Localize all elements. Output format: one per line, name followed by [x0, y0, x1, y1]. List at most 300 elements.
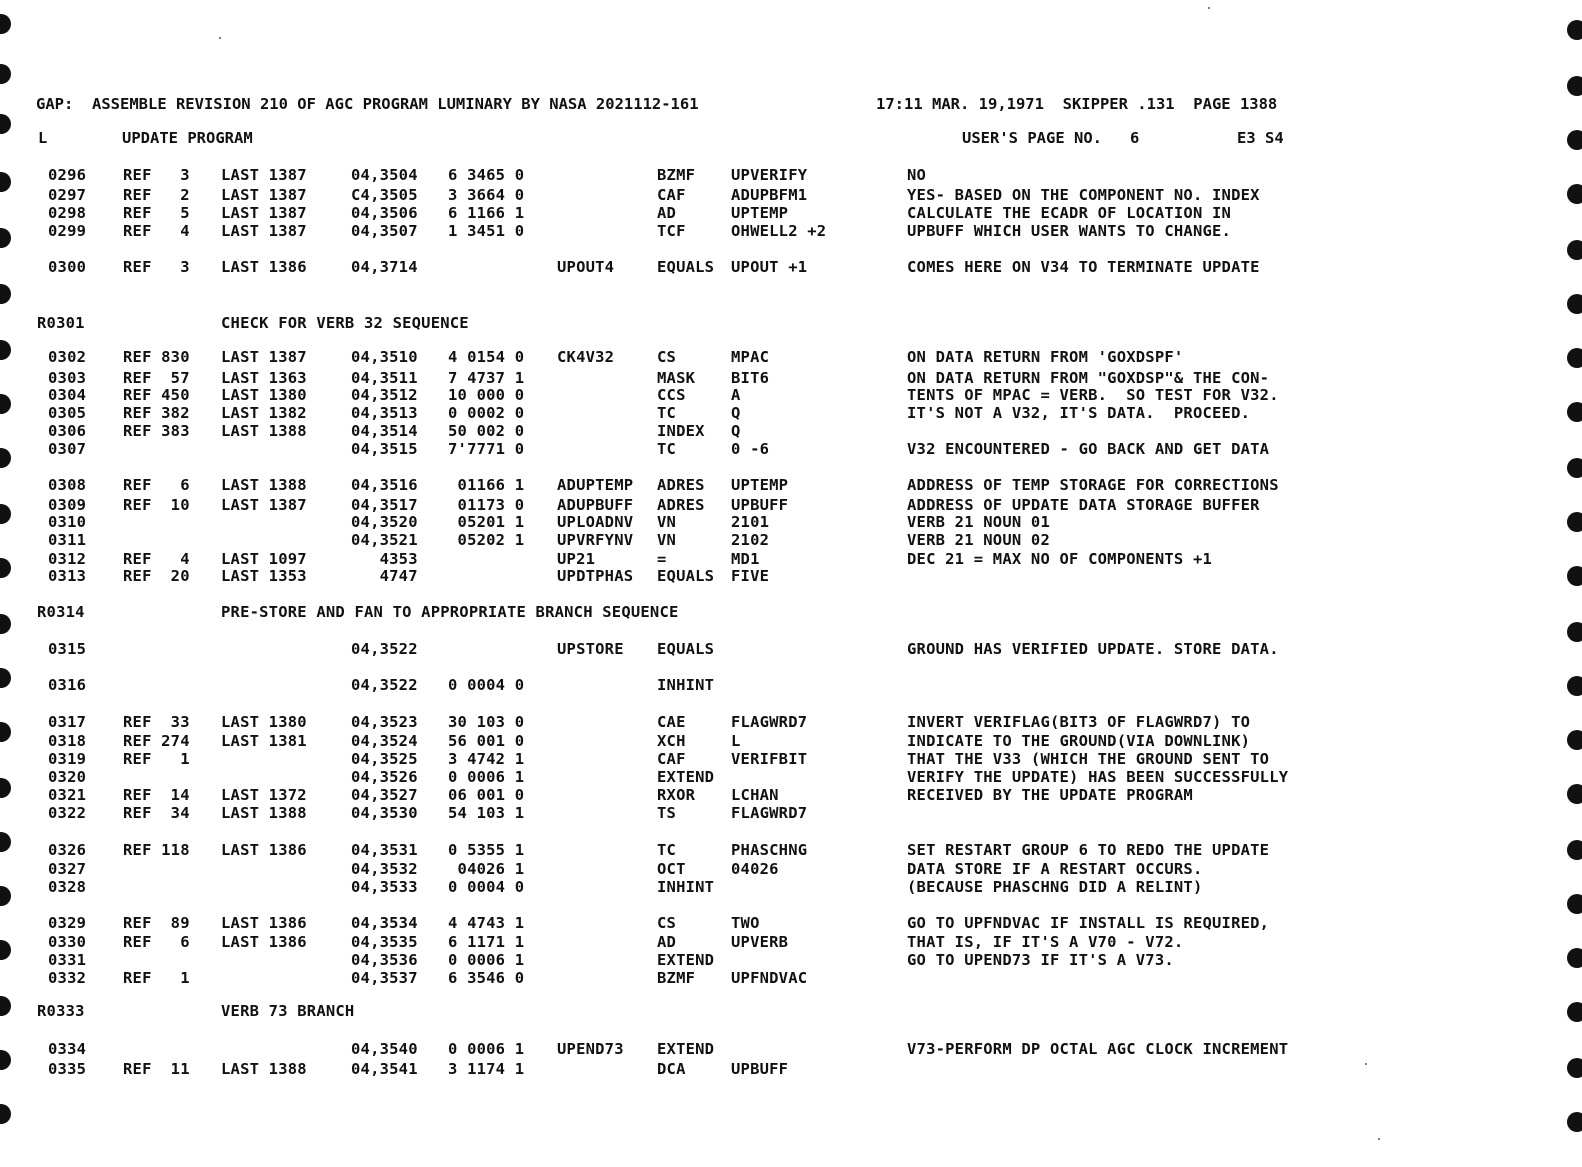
sprocket-hole-right	[1567, 402, 1582, 422]
sprocket-hole-left	[0, 394, 11, 414]
row-ref: REF 6	[123, 476, 190, 494]
row-label: UPDTPHAS	[557, 567, 634, 585]
row-last: LAST 1387	[221, 496, 307, 514]
row-addr: 04,3531	[351, 841, 418, 859]
row-op: INHINT	[657, 676, 715, 694]
sprocket-hole-left	[0, 14, 11, 34]
row-label: CK4V32	[557, 348, 615, 366]
row-comment: GROUND HAS VERIFIED UPDATE. STORE DATA.	[907, 640, 1279, 658]
row-operand: FIVE	[731, 567, 770, 585]
row-ref: REF 1	[123, 750, 190, 768]
row-operand: 2101	[731, 513, 770, 531]
row-seq: 0298	[48, 204, 87, 222]
row-comment: V32 ENCOUNTERED - GO BACK AND GET DATA	[907, 440, 1270, 458]
row-ref: REF 11	[123, 1060, 190, 1078]
sprocket-hole-right	[1567, 458, 1582, 478]
row-addr: 04,3520	[351, 513, 418, 531]
row-word: 1 3451 0	[448, 222, 525, 240]
row-ref: REF 274	[123, 732, 190, 750]
row-ref: REF 450	[123, 386, 190, 404]
row-operand: MD1	[731, 550, 760, 568]
row-addr: 04,3507	[351, 222, 418, 240]
row-seq: R0301	[37, 314, 85, 332]
paper-speck	[1365, 1063, 1367, 1065]
row-comment: COMES HERE ON V34 TO TERMINATE UPDATE	[907, 258, 1260, 276]
row-seq: 0311	[48, 531, 87, 549]
row-seq: 0296	[48, 166, 87, 184]
row-op: INDEX	[657, 422, 705, 440]
row-comment: TENTS OF MPAC = VERB. SO TEST FOR V32.	[907, 386, 1279, 404]
row-word: 6 1166 1	[448, 204, 525, 222]
row-seq: 0310	[48, 513, 87, 531]
row-label: UPLOADNV	[557, 513, 634, 531]
users-page-number: USER'S PAGE NO. 6	[962, 129, 1140, 147]
row-op: BZMF	[657, 166, 696, 184]
row-comment: DATA STORE IF A RESTART OCCURS.	[907, 860, 1203, 878]
row-last: LAST 1386	[221, 258, 307, 276]
row-seq: 0304	[48, 386, 87, 404]
row-word: 10 000 0	[448, 386, 525, 404]
row-seq: 0317	[48, 713, 87, 731]
row-seq: 0319	[48, 750, 87, 768]
row-addr: 04,3510	[351, 348, 418, 366]
row-op: ADRES	[657, 476, 705, 494]
row-ref: REF 3	[123, 166, 190, 184]
sprocket-hole-right	[1567, 730, 1582, 750]
sprocket-hole-left	[0, 340, 11, 360]
row-ref: REF 20	[123, 567, 190, 585]
row-seq: 0299	[48, 222, 87, 240]
row-comment: DEC 21 = MAX NO OF COMPONENTS +1	[907, 550, 1213, 568]
row-comment: V73-PERFORM DP OCTAL AGC CLOCK INCREMENT	[907, 1040, 1289, 1058]
row-comment: YES- BASED ON THE COMPONENT NO. INDEX	[907, 186, 1260, 204]
row-seq: 0303	[48, 369, 87, 387]
row-op: VN	[657, 531, 677, 549]
row-last: LAST 1387	[221, 222, 307, 240]
row-ref: REF 118	[123, 841, 190, 859]
row-seq: 0322	[48, 804, 87, 822]
sprocket-hole-left	[0, 228, 11, 248]
row-seq: R0314	[37, 603, 85, 621]
sprocket-hole-right	[1567, 566, 1582, 586]
row-addr: 04,3512	[351, 386, 418, 404]
row-op: OCT	[657, 860, 686, 878]
row-operand: UPBUFF	[731, 496, 789, 514]
sprocket-hole-right	[1567, 348, 1582, 368]
row-seq: 0326	[48, 841, 87, 859]
row-addr: 04,3533	[351, 878, 418, 896]
row-comment: THAT IS, IF IT'S A V70 - V72.	[907, 933, 1184, 951]
row-seq: 0308	[48, 476, 87, 494]
row-op: EXTEND	[657, 768, 715, 786]
row-op: INHINT	[657, 878, 715, 896]
row-seq: 0318	[48, 732, 87, 750]
row-comment: NO	[907, 166, 927, 184]
row-operand: 04026	[731, 860, 779, 878]
row-addr: 4353	[351, 550, 418, 568]
row-seq: 0297	[48, 186, 87, 204]
row-ref: REF 10	[123, 496, 190, 514]
row-word: 0 0006 1	[448, 951, 525, 969]
row-op: ADRES	[657, 496, 705, 514]
row-seq: 0312	[48, 550, 87, 568]
row-ref: REF 830	[123, 348, 190, 366]
row-word: 05202 1	[448, 531, 525, 549]
row-addr: 04,3517	[351, 496, 418, 514]
row-word: 06 001 0	[448, 786, 525, 804]
row-addr: 04,3526	[351, 768, 418, 786]
row-last: LAST 1387	[221, 186, 307, 204]
row-last: LAST 1381	[221, 732, 307, 750]
row-seq: 0302	[48, 348, 87, 366]
row-operand: FLAGWRD7	[731, 713, 808, 731]
row-last: LAST 1388	[221, 1060, 307, 1078]
row-operand: ADUPBFM1	[731, 186, 808, 204]
paper-speck	[219, 37, 221, 39]
row-addr: 04,3525	[351, 750, 418, 768]
row-op: TC	[657, 440, 677, 458]
row-addr: 04,3532	[351, 860, 418, 878]
row-word: 01166 1	[448, 476, 525, 494]
sprocket-hole-right	[1567, 184, 1582, 204]
row-op: RXOR	[657, 786, 696, 804]
row-op: EXTEND	[657, 1040, 715, 1058]
row-operand: TWO	[731, 914, 760, 932]
row-ref: REF 4	[123, 550, 190, 568]
row-addr: 04,3536	[351, 951, 418, 969]
row-operand: VERIFBIT	[731, 750, 808, 768]
sprocket-hole-left	[0, 114, 11, 134]
row-seq: 0300	[48, 258, 87, 276]
row-addr: 04,3530	[351, 804, 418, 822]
row-word: 50 002 0	[448, 422, 525, 440]
row-op: CCS	[657, 386, 686, 404]
row-word: 04026 1	[448, 860, 525, 878]
listing-header-right: 17:11 MAR. 19,1971 SKIPPER .131 PAGE 1388	[876, 95, 1278, 113]
row-last: VERB 73 BRANCH	[221, 1002, 355, 1020]
row-ref: REF 6	[123, 933, 190, 951]
row-op: BZMF	[657, 969, 696, 987]
row-operand: LCHAN	[731, 786, 779, 804]
row-addr: 04,3522	[351, 676, 418, 694]
row-word: 6 3546 0	[448, 969, 525, 987]
row-seq: 0335	[48, 1060, 87, 1078]
sprocket-hole-right	[1567, 20, 1582, 40]
row-addr: 04,3521	[351, 531, 418, 549]
row-last: LAST 1386	[221, 914, 307, 932]
row-ref: REF 383	[123, 422, 190, 440]
row-comment: ON DATA RETURN FROM 'GOXDSPF'	[907, 348, 1184, 366]
row-label: UPSTORE	[557, 640, 624, 658]
row-operand: UPVERIFY	[731, 166, 808, 184]
row-operand: PHASCHNG	[731, 841, 808, 859]
row-addr: 4747	[351, 567, 418, 585]
sprocket-hole-left	[0, 614, 11, 634]
row-last: LAST 1388	[221, 804, 307, 822]
row-addr: 04,3515	[351, 440, 418, 458]
sprocket-hole-left	[0, 886, 11, 906]
row-operand: OHWELL2 +2	[731, 222, 827, 240]
row-operand: UPFNDVAC	[731, 969, 808, 987]
row-ref: REF 33	[123, 713, 190, 731]
row-comment: GO TO UPEND73 IF IT'S A V73.	[907, 951, 1174, 969]
row-seq: 0330	[48, 933, 87, 951]
row-operand: Q	[731, 422, 741, 440]
row-last: LAST 1387	[221, 166, 307, 184]
row-operand: MPAC	[731, 348, 770, 366]
row-comment: ADDRESS OF TEMP STORAGE FOR CORRECTIONS	[907, 476, 1279, 494]
row-addr: 04,3534	[351, 914, 418, 932]
row-seq: 0332	[48, 969, 87, 987]
row-seq: 0315	[48, 640, 87, 658]
sprocket-hole-right	[1567, 1058, 1582, 1078]
sprocket-hole-left	[0, 1104, 11, 1124]
row-op: EQUALS	[657, 640, 715, 658]
row-op: AD	[657, 204, 677, 222]
row-last: LAST 1380	[221, 713, 307, 731]
row-addr: 04,3527	[351, 786, 418, 804]
row-comment: INDICATE TO THE GROUND(VIA DOWNLINK)	[907, 732, 1251, 750]
sprocket-hole-right	[1567, 130, 1582, 150]
row-word: 56 001 0	[448, 732, 525, 750]
row-comment: IT'S NOT A V32, IT'S DATA. PROCEED.	[907, 404, 1251, 422]
row-operand: L	[731, 732, 741, 750]
sprocket-hole-right	[1567, 840, 1582, 860]
sprocket-hole-left	[0, 448, 11, 468]
row-addr: 04,3523	[351, 713, 418, 731]
row-addr: 04,3540	[351, 1040, 418, 1058]
row-comment: SET RESTART GROUP 6 TO REDO THE UPDATE	[907, 841, 1270, 859]
row-word: 0 0004 0	[448, 676, 525, 694]
row-comment: INVERT VERIFLAG(BIT3 OF FLAGWRD7) TO	[907, 713, 1251, 731]
row-addr: C4,3505	[351, 186, 418, 204]
paper-speck	[1378, 1138, 1380, 1140]
row-op: EXTEND	[657, 951, 715, 969]
row-last: LAST 1386	[221, 841, 307, 859]
sprocket-hole-right	[1567, 512, 1582, 532]
row-seq: 0313	[48, 567, 87, 585]
row-ref: REF 3	[123, 258, 190, 276]
sprocket-hole-right	[1567, 1112, 1582, 1132]
row-seq: 0306	[48, 422, 87, 440]
row-addr: 04,3506	[351, 204, 418, 222]
row-seq: 0321	[48, 786, 87, 804]
row-seq: 0334	[48, 1040, 87, 1058]
row-label: UP21	[557, 550, 596, 568]
row-op: AD	[657, 933, 677, 951]
row-ref: REF 2	[123, 186, 190, 204]
row-label: UPVRFYNV	[557, 531, 634, 549]
row-word: 4 0154 0	[448, 348, 525, 366]
row-addr: 04,3541	[351, 1060, 418, 1078]
sprocket-hole-left	[0, 1050, 11, 1070]
sprocket-hole-left	[0, 996, 11, 1016]
row-addr: 04,3513	[351, 404, 418, 422]
row-op: CS	[657, 348, 677, 366]
sprocket-hole-right	[1567, 240, 1582, 260]
row-addr: 04,3522	[351, 640, 418, 658]
row-last: PRE-STORE AND FAN TO APPROPRIATE BRANCH SEQUENCE	[221, 603, 679, 621]
row-seq: 0320	[48, 768, 87, 786]
row-last: LAST 1380	[221, 386, 307, 404]
row-comment: ON DATA RETURN FROM "GOXDSP"& THE CON-	[907, 369, 1270, 387]
row-comment: ADDRESS OF UPDATE DATA STORAGE BUFFER	[907, 496, 1260, 514]
row-operand: Q	[731, 404, 741, 422]
sprocket-hole-left	[0, 64, 11, 84]
row-operand: A	[731, 386, 741, 404]
row-seq: 0316	[48, 676, 87, 694]
row-seq: 0309	[48, 496, 87, 514]
row-op: TC	[657, 841, 677, 859]
row-last: LAST 1388	[221, 476, 307, 494]
row-ref: REF 1	[123, 969, 190, 987]
row-word: 4 4743 1	[448, 914, 525, 932]
row-comment: CALCULATE THE ECADR OF LOCATION IN	[907, 204, 1232, 222]
row-op: TS	[657, 804, 677, 822]
row-seq: 0305	[48, 404, 87, 422]
row-comment: GO TO UPFNDVAC IF INSTALL IS REQUIRED,	[907, 914, 1270, 932]
sprocket-hole-left	[0, 940, 11, 960]
row-addr: 04,3524	[351, 732, 418, 750]
row-op: VN	[657, 513, 677, 531]
row-last: LAST 1382	[221, 404, 307, 422]
row-last: LAST 1097	[221, 550, 307, 568]
sprocket-hole-left	[0, 284, 11, 304]
row-operand: UPVERB	[731, 933, 789, 951]
row-word: 0 0004 0	[448, 878, 525, 896]
row-word: 54 103 1	[448, 804, 525, 822]
row-comment: UPBUFF WHICH USER WANTS TO CHANGE.	[907, 222, 1232, 240]
row-addr: 04,3537	[351, 969, 418, 987]
row-word: 0 5355 1	[448, 841, 525, 859]
row-word: 30 103 0	[448, 713, 525, 731]
sprocket-hole-right	[1567, 676, 1582, 696]
row-operand: 0 -6	[731, 440, 770, 458]
row-label: ADUPTEMP	[557, 476, 634, 494]
row-word: 0 0002 0	[448, 404, 525, 422]
row-last: LAST 1387	[221, 204, 307, 222]
listing-header-left: GAP: ASSEMBLE REVISION 210 OF AGC PROGRAM LUMINARY BY NASA 2021112-161	[36, 95, 699, 113]
row-word: 7 4737 1	[448, 369, 525, 387]
row-label: UPEND73	[557, 1040, 624, 1058]
row-op: CAF	[657, 186, 686, 204]
row-seq: R0333	[37, 1002, 85, 1020]
row-op: EQUALS	[657, 567, 715, 585]
row-comment: THAT THE V33 (WHICH THE GROUND SENT TO	[907, 750, 1270, 768]
row-last: LAST 1386	[221, 933, 307, 951]
row-op: CAF	[657, 750, 686, 768]
row-op: DCA	[657, 1060, 686, 1078]
row-op: EQUALS	[657, 258, 715, 276]
paper-speck	[1208, 7, 1210, 9]
row-addr: 04,3504	[351, 166, 418, 184]
row-ref: REF 4	[123, 222, 190, 240]
sprocket-hole-right	[1567, 622, 1582, 642]
row-word: 7'7771 0	[448, 440, 525, 458]
row-word: 6 1171 1	[448, 933, 525, 951]
sheet-code: E3 S4	[1237, 129, 1284, 147]
sprocket-hole-right	[1567, 1002, 1582, 1022]
row-operand: UPTEMP	[731, 476, 789, 494]
row-addr: 04,3535	[351, 933, 418, 951]
sprocket-hole-right	[1567, 784, 1582, 804]
row-addr: 04,3511	[351, 369, 418, 387]
row-operand: FLAGWRD7	[731, 804, 808, 822]
row-ref: REF 34	[123, 804, 190, 822]
row-last: LAST 1387	[221, 348, 307, 366]
subheader-code: L	[38, 129, 48, 147]
row-comment: VERIFY THE UPDATE) HAS BEEN SUCCESSFULLY	[907, 768, 1289, 786]
sprocket-hole-left	[0, 172, 11, 192]
row-last: LAST 1363	[221, 369, 307, 387]
row-word: 05201 1	[448, 513, 525, 531]
row-operand: UPBUFF	[731, 1060, 789, 1078]
row-addr: 04,3516	[351, 476, 418, 494]
program-title: UPDATE PROGRAM	[122, 129, 253, 147]
sprocket-hole-right	[1567, 76, 1582, 96]
row-label: UPOUT4	[557, 258, 615, 276]
row-word: 0 0006 1	[448, 1040, 525, 1058]
row-addr: 04,3714	[351, 258, 418, 276]
row-op: TCF	[657, 222, 686, 240]
row-last: LAST 1372	[221, 786, 307, 804]
row-seq: 0328	[48, 878, 87, 896]
sprocket-hole-left	[0, 504, 11, 524]
row-ref: REF 5	[123, 204, 190, 222]
row-op: XCH	[657, 732, 686, 750]
sprocket-hole-right	[1567, 894, 1582, 914]
sprocket-hole-left	[0, 558, 11, 578]
sprocket-hole-right	[1567, 948, 1582, 968]
sprocket-hole-right	[1567, 294, 1582, 314]
row-word: 3 1174 1	[448, 1060, 525, 1078]
row-word: 0 0006 1	[448, 768, 525, 786]
row-op: CS	[657, 914, 677, 932]
row-comment: (BECAUSE PHASCHNG DID A RELINT)	[907, 878, 1203, 896]
row-word: 3 4742 1	[448, 750, 525, 768]
row-addr: 04,3514	[351, 422, 418, 440]
row-seq: 0331	[48, 951, 87, 969]
row-op: MASK	[657, 369, 696, 387]
row-operand: BIT6	[731, 369, 770, 387]
row-last: LAST 1353	[221, 567, 307, 585]
row-ref: REF 382	[123, 404, 190, 422]
row-comment: RECEIVED BY THE UPDATE PROGRAM	[907, 786, 1193, 804]
row-word: 3 3664 0	[448, 186, 525, 204]
row-label: ADUPBUFF	[557, 496, 634, 514]
row-operand: UPTEMP	[731, 204, 789, 222]
sprocket-hole-left	[0, 722, 11, 742]
row-last: CHECK FOR VERB 32 SEQUENCE	[221, 314, 469, 332]
row-ref: REF 57	[123, 369, 190, 387]
row-seq: 0327	[48, 860, 87, 878]
row-seq: 0307	[48, 440, 87, 458]
row-ref: REF 89	[123, 914, 190, 932]
row-comment: VERB 21 NOUN 02	[907, 531, 1050, 549]
row-op: CAE	[657, 713, 686, 731]
row-operand: UPOUT +1	[731, 258, 808, 276]
row-operand: 2102	[731, 531, 770, 549]
row-op: =	[657, 550, 667, 568]
row-comment: VERB 21 NOUN 01	[907, 513, 1050, 531]
row-seq: 0329	[48, 914, 87, 932]
sprocket-hole-left	[0, 668, 11, 688]
row-ref: REF 14	[123, 786, 190, 804]
row-word: 01173 0	[448, 496, 525, 514]
row-word: 6 3465 0	[448, 166, 525, 184]
row-op: TC	[657, 404, 677, 422]
sprocket-hole-left	[0, 778, 11, 798]
